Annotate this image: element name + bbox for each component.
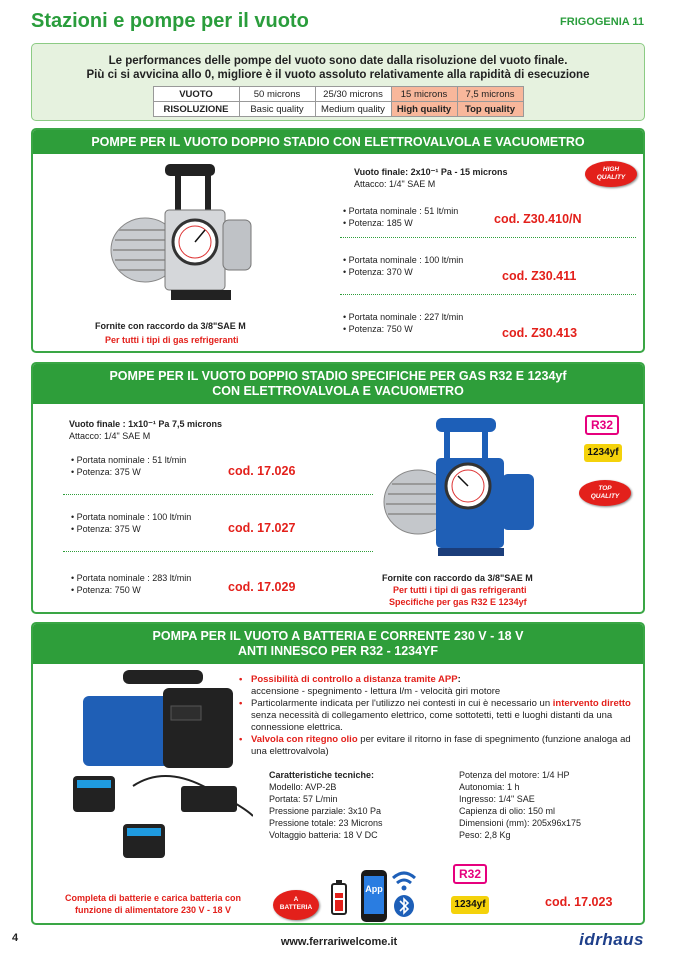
product-code: cod. 17.023 bbox=[545, 895, 613, 909]
r32-badge: R32 bbox=[585, 415, 619, 435]
r32-badge: R32 bbox=[453, 864, 487, 884]
feature-text: accensione - spegnimento - lettura l/m - velocità giri motore bbox=[251, 686, 501, 697]
table-cell: Top quality bbox=[457, 102, 523, 117]
flow-rate: • Portata nominale : 51 lt/min bbox=[71, 454, 186, 466]
product-code: cod. Z30.411 bbox=[502, 269, 577, 283]
table-cell: RISOLUZIONE bbox=[153, 102, 239, 117]
bluetooth-icon bbox=[393, 894, 415, 918]
badge-line: A bbox=[293, 896, 299, 903]
feature-colon: : bbox=[457, 674, 461, 685]
divider bbox=[63, 494, 373, 495]
badge-line: QUALITY bbox=[596, 174, 626, 181]
smartphone-icon bbox=[359, 868, 389, 924]
1234yf-badge: 1234yf bbox=[451, 896, 489, 914]
vacuum-quality-table bbox=[153, 86, 524, 117]
idrhaus-logo: idrhaus bbox=[579, 930, 644, 949]
section-r32-pumps bbox=[31, 362, 645, 614]
spec-line: Modello: AVP-2B bbox=[269, 782, 337, 792]
feature-item bbox=[237, 734, 642, 758]
spec-line: Pressione parziale: 3x10 Pa bbox=[269, 806, 382, 816]
feature-item bbox=[237, 674, 642, 698]
table-cell: High quality bbox=[391, 102, 457, 117]
feature-list bbox=[237, 674, 642, 758]
spec-line: Pressione totale: 23 Microns bbox=[269, 818, 383, 828]
product-spec bbox=[343, 254, 463, 278]
tech-specs-title: Caratteristiche tecniche: bbox=[269, 770, 375, 780]
high-quality-badge bbox=[585, 161, 637, 187]
connection-spec: Attacco: 1/4" SAE M bbox=[354, 179, 436, 189]
power: • Potenza: 375 W bbox=[71, 466, 186, 478]
spec-line: Autonomia: 1 h bbox=[459, 782, 520, 792]
divider bbox=[340, 237, 636, 238]
power: • Potenza: 185 W bbox=[343, 217, 458, 229]
power: • Potenza: 375 W bbox=[71, 523, 191, 535]
spec-line: Peso: 2,8 Kg bbox=[459, 830, 511, 840]
feature-highlight: Possibilità di controllo a distanza tramite APP bbox=[251, 674, 458, 685]
table-row bbox=[153, 102, 523, 117]
flow-rate: • Portata nominale : 100 lt/min bbox=[343, 254, 463, 266]
battery-icon bbox=[329, 878, 349, 918]
section-title bbox=[33, 364, 643, 404]
badge-line: TOP bbox=[598, 485, 612, 492]
spec-line: Ingresso: 1/4" SAE bbox=[459, 794, 535, 804]
section-title-line: ANTI INNESCO PER R32 - 1234YF bbox=[237, 644, 439, 658]
table-cell: 7,5 microns bbox=[457, 87, 523, 102]
table-cell: Medium quality bbox=[315, 102, 391, 117]
feature-text: Particolarmente indicata per l'utilizzo nei contesti in cui è necessario un bbox=[251, 698, 553, 709]
spec-line: Portata: 57 L/min bbox=[269, 794, 338, 804]
section-title bbox=[33, 624, 643, 664]
table-cell: VUOTO bbox=[153, 87, 239, 102]
connection-spec: Attacco: 1/4" SAE M bbox=[69, 431, 151, 441]
section-battery-pump bbox=[31, 622, 645, 925]
1234yf-badge: 1234yf bbox=[584, 444, 622, 462]
table-cell: 50 microns bbox=[239, 87, 315, 102]
flow-rate: • Portata nominale : 51 lt/min bbox=[343, 205, 458, 217]
spec-line: Voltaggio batteria: 18 V DC bbox=[269, 830, 378, 840]
section-title-line: POMPA PER IL VUOTO A BATTERIA E CORRENTE 230 V - 18 V bbox=[152, 629, 524, 643]
caption-connection: Fornite con raccordo da 3/8"SAE M bbox=[382, 573, 533, 583]
caption-line: Completa di batterie e carica batteria con bbox=[64, 893, 242, 903]
caption-gas: Per tutti i tipi di gas refrigeranti bbox=[105, 335, 239, 345]
section-title-line: POMPE PER IL VUOTO DOPPIO STADIO SPECIFICHE PER GAS R32 E 1234yf bbox=[109, 369, 567, 383]
spec-line: Dimensioni (mm): 205x96x175 bbox=[459, 818, 582, 828]
intro-line-2: Più ci si avvicina allo 0, migliore è il vuoto assoluto relativamente alla rapidità di esecuzione bbox=[86, 69, 590, 81]
power: • Potenza: 750 W bbox=[343, 323, 463, 335]
tech-specs-left bbox=[269, 769, 383, 841]
table-cell: 25/30 microns bbox=[315, 87, 391, 102]
feature-highlight: intervento diretto bbox=[552, 698, 631, 709]
badge-line: QUALITY bbox=[590, 493, 620, 500]
product-spec bbox=[343, 311, 463, 335]
vacuum-pump-image bbox=[105, 160, 265, 310]
badge-line: BATTERIA bbox=[279, 904, 313, 911]
section-double-stage-pumps bbox=[31, 128, 645, 353]
feature-text: senza necessità di collegamento elettrico, come sottotetti, tetti e luoghi distanti da una connessione elettrica. bbox=[251, 710, 613, 733]
caption-connection: Fornite con raccordo da 3/8"SAE M bbox=[95, 321, 246, 331]
intro-text bbox=[32, 54, 644, 82]
spec-line: Potenza del motore: 1/4 HP bbox=[459, 770, 570, 780]
feature-text: per evitare il ritorno in fase di spegnimento (funzione analoga ad una elettrovalvola) bbox=[251, 734, 631, 757]
feature-item bbox=[237, 698, 642, 734]
badge-line: HIGH bbox=[602, 166, 620, 173]
divider bbox=[340, 294, 636, 295]
table-row bbox=[153, 87, 523, 102]
section-title: POMPE PER IL VUOTO DOPPIO STADIO CON ELETTROVALVOLA E VACUOMETRO bbox=[33, 130, 643, 154]
table-cell: 15 microns bbox=[391, 87, 457, 102]
table-cell: Basic quality bbox=[239, 102, 315, 117]
product-code: cod. 17.027 bbox=[228, 521, 296, 535]
power: • Potenza: 750 W bbox=[71, 584, 191, 596]
final-vacuum: Vuoto finale: 2x10⁻¹ Pa - 15 microns bbox=[354, 167, 508, 177]
battery-pump-image bbox=[63, 666, 253, 866]
battery-badge bbox=[273, 890, 319, 920]
top-quality-badge bbox=[579, 480, 631, 506]
product-code: cod. 17.029 bbox=[228, 580, 296, 594]
spec-line: Capienza di olio: 150 ml bbox=[459, 806, 556, 816]
tech-specs-right bbox=[459, 769, 581, 841]
intro-line-1: Le performances delle pompe del vuoto sono date dalla risoluzione del vuoto finale. bbox=[108, 55, 568, 67]
caption-line: funzione di alimentatore 230 V - 18 V bbox=[74, 905, 232, 915]
wifi-icon bbox=[391, 870, 417, 892]
product-spec bbox=[343, 205, 458, 229]
footer-url[interactable]: www.ferrariwelcome.it bbox=[280, 936, 398, 948]
product-code: cod. Z30.410/N bbox=[494, 212, 582, 226]
product-spec bbox=[71, 511, 191, 535]
flow-rate: • Portata nominale : 100 lt/min bbox=[71, 511, 191, 523]
flow-rate: • Portata nominale : 283 lt/min bbox=[71, 572, 191, 584]
product-code: cod. 17.026 bbox=[228, 464, 296, 478]
product-spec bbox=[71, 572, 191, 596]
caption-specific: Specifiche per gas R32 E 1234yf bbox=[389, 597, 527, 607]
section-title-line: CON ELETTROVALVOLA E VACUOMETRO bbox=[212, 384, 464, 398]
divider bbox=[63, 551, 373, 552]
product-code: cod. Z30.413 bbox=[502, 326, 578, 340]
battery-caption bbox=[53, 892, 253, 916]
flow-rate: • Portata nominale : 227 lt/min bbox=[343, 311, 463, 323]
catalog-section-label: FRIGOGENIA 11 bbox=[560, 16, 644, 28]
page-number: 4 bbox=[12, 932, 19, 944]
app-label: App bbox=[365, 884, 383, 894]
product-spec bbox=[71, 454, 186, 478]
page-title: Stazioni e pompe per il vuoto bbox=[31, 10, 309, 32]
feature-highlight: Valvola con ritegno olio bbox=[251, 734, 358, 745]
caption-gas: Per tutti i tipi di gas refrigeranti bbox=[393, 585, 527, 595]
intro-box bbox=[31, 43, 645, 121]
r32-vacuum-pump-image bbox=[378, 414, 548, 564]
power: • Potenza: 370 W bbox=[343, 266, 463, 278]
final-vacuum: Vuoto finale : 1x10⁻¹ Pa 7,5 microns bbox=[69, 419, 222, 429]
